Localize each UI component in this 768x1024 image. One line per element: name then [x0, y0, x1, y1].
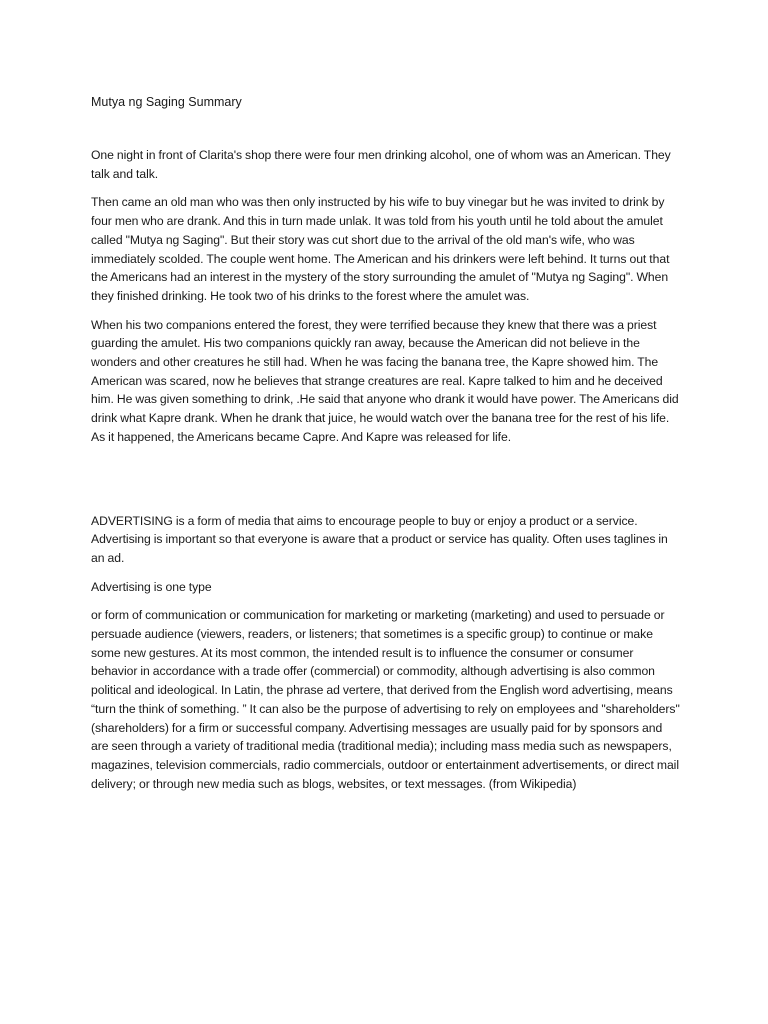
- summary-paragraph-2: Then came an old man who was then only instructed by his wife to buy vinegar but he was invited to drink by four men who are drank. And this in turn made unlak. It was told from his youth until he told about the amulet called "Mutya ng Saging". But their story was cut short due to the arrival of the old man's wife, who was immediately scolded. The couple went home. The American and his drinkers were left behind. It turns out that the Americans had an interest in the mystery of the story surrounding the amulet of "Mutya ng Saging". When they finished drinking. He took two of his drinks to the forest where the amulet was.: [91, 195, 670, 303]
- summary-paragraph-3: When his two companions entered the forest, they were terrified because they knew that there was a priest guarding the amulet. His two companions quickly ran away, because the American did not believe in the wonders and other creatures he still had. When he was facing the banana tree, the Kapre showed him. The American was scared, now he believes that strange creatures are real. Kapre talked to him and he deceived him. He was given something to drink, .He said that anyone who drank it would have power. The Americans did drink what Kapre drank. When he drank that juice, he would watch over the banana tree for the rest of his life. As it happened, the Americans became Capre. And Kapre was released for life.: [91, 317, 679, 444]
- advertising-paragraph-1: ADVERTISING is a form of media that aims to encourage people to buy or enjoy a product or a service. Advertising is important so that everyone is aware that a product or service has quality. Often uses taglines in an ad.: [91, 513, 668, 565]
- document-body: [91, 93, 681, 803]
- advertising-paragraph-2: Advertising is one type: [91, 579, 212, 594]
- section-spacer: [91, 457, 681, 512]
- document-title: Mutya ng Saging Summary: [91, 95, 242, 109]
- summary-paragraph-1: One night in front of Clarita's shop there were four men drinking alcohol, one of whom was an American. They talk and talk.: [91, 148, 671, 181]
- advertising-paragraph-3: or form of communication or communication for marketing or marketing (marketing) and used to persuade or persuade audience (viewers, readers, or listeners; that sometimes is a specific group) to continue or make some new gestures. At its most common, the intended result is to influence the consumer or consumer behavior in accordance with a trade offer (commercial) or commodity, although advertising is also common political and ideological. In Latin, the phrase ad vertere, that derived from the English word advertising, means “turn the think of something. ” It can also be the purpose of advertising to rely on employees and "shareholders" (shareholders) for a firm or successful company. Advertising messages are usually paid for by sponsors and are seen through a variety of traditional media (traditional media); including mass media such as newspapers, magazines, television commercials, radio commercials, outdoor or entertainment advertisements, or direct mail delivery; or through new media such as blogs, websites, or text messages. (from Wikipedia): [91, 608, 680, 791]
